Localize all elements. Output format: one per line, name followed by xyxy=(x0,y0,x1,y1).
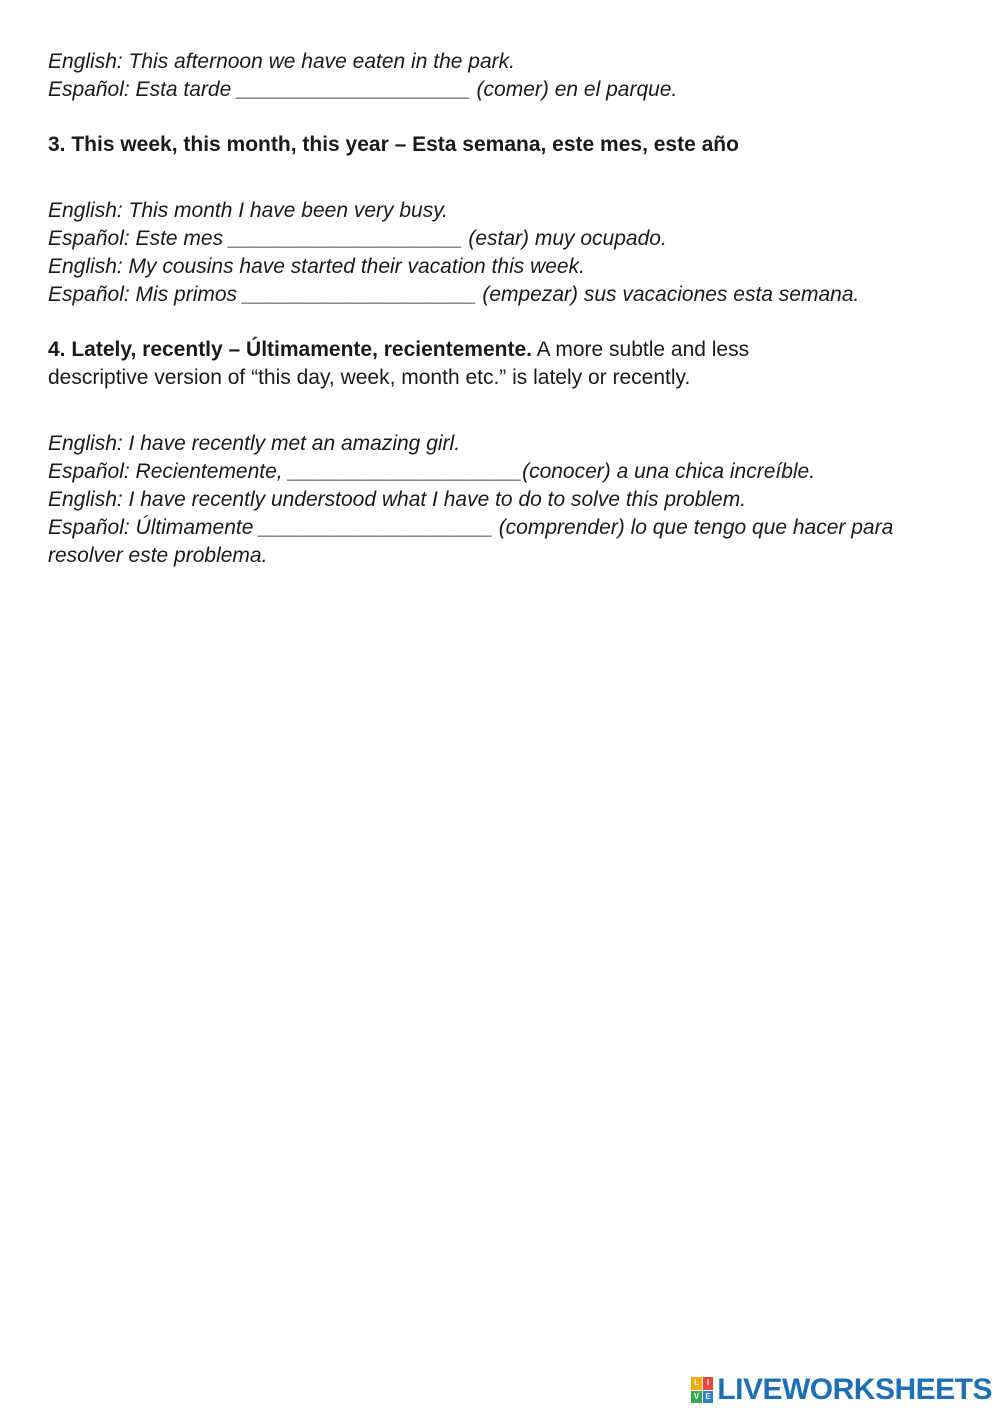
block1-spanish-prefix: Español: Esta tarde xyxy=(48,78,238,101)
section3-ex2-blank[interactable]: ____________________ xyxy=(242,283,477,306)
section4-ex2-english: English: I have recently understood what I have to do to solve this problem. xyxy=(48,488,747,511)
worksheet-page xyxy=(48,48,953,570)
block1-spanish-suffix: (comer) en el parque. xyxy=(470,78,678,101)
section4-ex2-spanish xyxy=(48,514,953,570)
section4-ex2-spanish-prefix: Español: Últimamente xyxy=(48,516,260,539)
block1-blank[interactable]: ____________________ xyxy=(237,78,471,101)
section4-ex1-english: English: I have recently met an amazing girl. xyxy=(48,432,461,455)
section4-ex1-spanish-prefix: Español: Recientemente, xyxy=(48,460,289,483)
liveworksheets-logo xyxy=(691,1373,992,1407)
section4-heading-bold: 4. Lately, recently – Últimamente, recientemente. xyxy=(48,338,532,361)
section4-ex1-spanish-suffix: (conocer) a una chica increíble. xyxy=(522,460,816,483)
section4-heading xyxy=(48,336,848,392)
section4-ex1-blank[interactable]: ____________________ xyxy=(288,460,523,483)
section3-ex2-english: English: My cousins have started their vacation this week. xyxy=(48,255,585,278)
liveworksheets-logo-text: LIVEWORKSHEETS xyxy=(717,1373,992,1406)
liveworksheets-logo-icon xyxy=(691,1377,713,1403)
logo-mark-i: I xyxy=(703,1377,714,1390)
logo-mark-e: E xyxy=(703,1391,714,1404)
logo-mark-v: V xyxy=(691,1391,702,1404)
section3-ex1-english: English: This month I have been very busy. xyxy=(48,199,448,222)
section4-ex1-spanish xyxy=(48,458,953,486)
section3-ex2-spanish-prefix: Español: Mis primos xyxy=(48,283,243,306)
block1-spanish xyxy=(48,76,953,104)
section3-ex2-spanish-suffix: (empezar) sus vacaciones esta semana. xyxy=(476,283,860,306)
section3-ex1-spanish-prefix: Español: Este mes xyxy=(48,227,229,250)
section4-ex2-spanish-suffix: (comprender) lo que tengo que hacer para resolver este problema. xyxy=(48,516,894,567)
section3-ex1-blank[interactable]: ____________________ xyxy=(228,227,463,250)
section3-ex1-spanish-suffix: (estar) muy ocupado. xyxy=(462,227,667,250)
logo-mark-l: L xyxy=(691,1377,702,1390)
section3-ex1-spanish xyxy=(48,225,953,253)
section4-heading-rest: A more subtle and less descriptive version of “this day, week, month etc.” is lately or recently. xyxy=(48,338,750,389)
section3-ex2-spanish xyxy=(48,281,868,309)
section3-heading: 3. This week, this month, this year – Esta semana, este mes, este año xyxy=(48,133,739,156)
block1-english: English: This afternoon we have eaten in the park. xyxy=(48,50,515,73)
section4-ex2-blank[interactable]: ____________________ xyxy=(259,516,493,539)
